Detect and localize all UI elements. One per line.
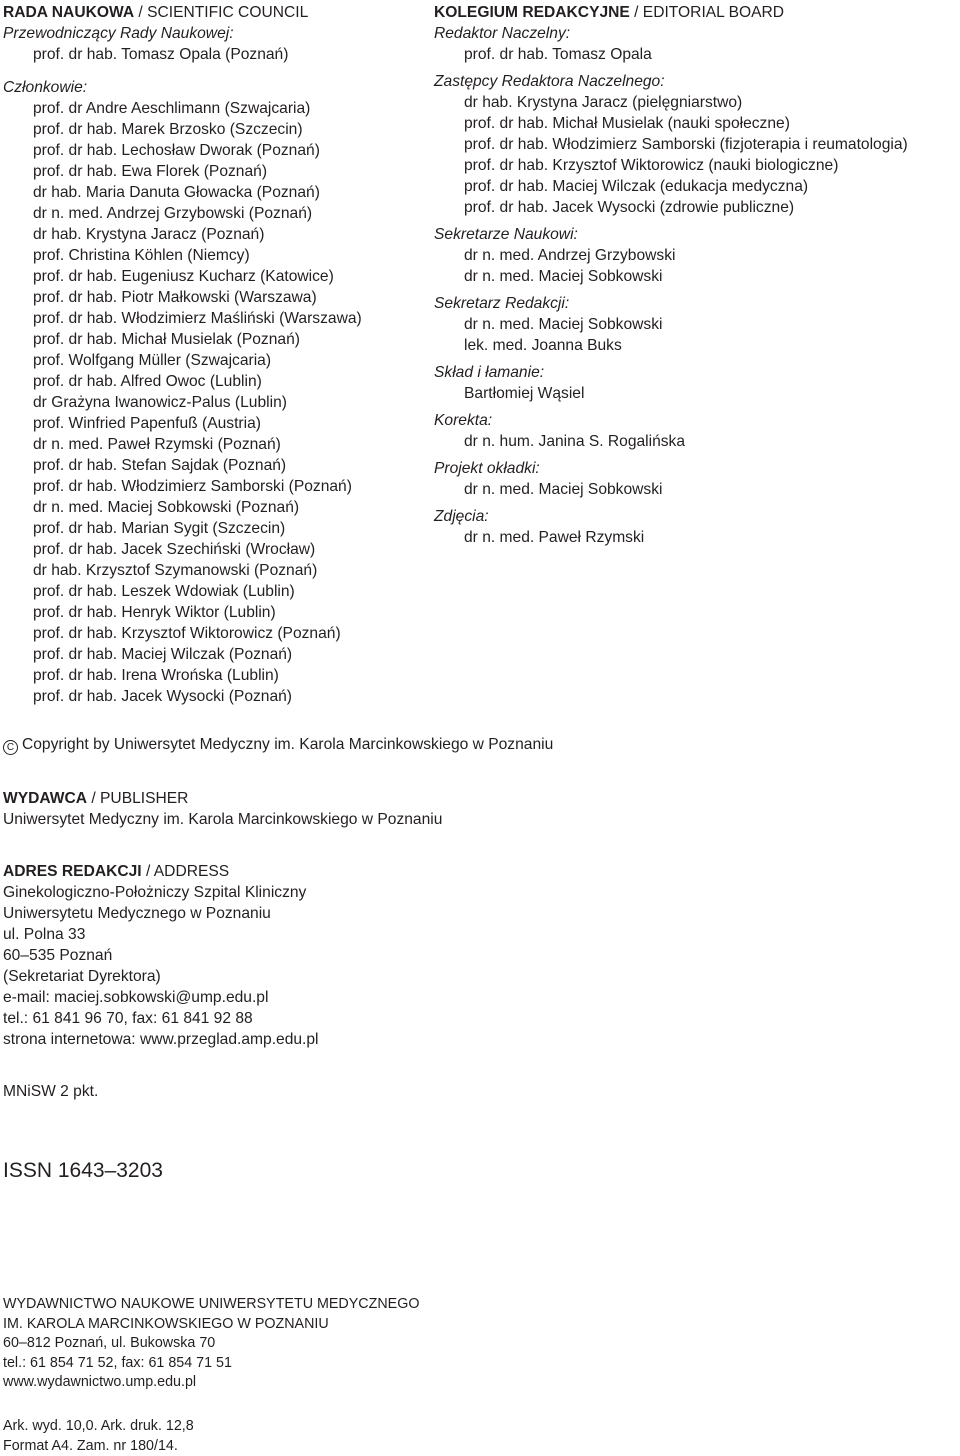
print-details [3, 1417, 903, 1456]
list-item: prof. dr hab. Alfred Owoc (Lublin) [33, 373, 262, 390]
press-line: www.wydawnictwo.ump.edu.pl [3, 1374, 197, 1390]
address-line: Ginekologiczno-Położniczy Szpital Kliniczny [3, 884, 307, 901]
address-heading: ADRES REDAKCJI / ADDRESS [3, 863, 230, 880]
issn-number: ISSN 1643–3203 [3, 1159, 163, 1182]
address-line: Uniwersytetu Medycznego w Poznaniu [3, 905, 271, 922]
email-line: e-mail: maciej.sobkowski@ump.edu.pl [3, 989, 269, 1006]
typesetting-name: Bartłomiej Wąsiel [464, 385, 585, 402]
press-imprint [3, 1295, 903, 1393]
list-item: prof. dr hab. Lechosław Dworak (Poznań) [33, 142, 320, 159]
sheets-info: Ark. wyd. 10,0. Ark. druk. 12,8 [3, 1418, 194, 1434]
list-item: dr n. med. Maciej Sobkowski (Poznań) [33, 499, 300, 516]
list-item: dr n. med. Paweł Rzymski (Poznań) [33, 436, 281, 453]
copyright-text: Copyright by Uniwersytet Medyczny im. Karola Marcinkowskiego w Poznaniu [22, 736, 554, 753]
photos-label: Zdjęcia: [434, 508, 489, 525]
editorial-secretary-label: Sekretarz Redakcji: [434, 295, 570, 312]
list-item: prof. dr hab. Jacek Wysocki (zdrowie publiczne) [464, 199, 795, 216]
deputies-label: Zastępcy Redaktora Naczelnego: [434, 73, 665, 90]
list-item: prof. dr hab. Jacek Wysocki (Poznań) [33, 688, 292, 705]
publisher-name: Uniwersytet Medyczny im. Karola Marcinkowskiego w Poznaniu [3, 811, 443, 828]
list-item: prof. dr hab. Włodzimierz Samborski (Poznań) [33, 478, 352, 495]
proofreading-name: dr n. hum. Janina S. Rogalińska [464, 433, 686, 450]
council-members-label: Członkowie: [3, 79, 88, 96]
list-item: prof. dr hab. Marek Brzosko (Szczecin) [33, 121, 303, 138]
list-item: dr hab. Krystyna Jaracz (Poznań) [33, 226, 265, 243]
copyright-icon: C [3, 740, 18, 755]
list-item: prof. dr hab. Maciej Wilczak (edukacja medyczna) [464, 178, 809, 195]
address-line: 60–535 Poznań [3, 947, 113, 964]
list-item: prof. dr hab. Włodzimierz Maśliński (Warszawa) [33, 310, 362, 327]
list-item: dr Grażyna Iwanowicz-Palus (Lublin) [33, 394, 287, 411]
press-line: 60–812 Poznań, ul. Bukowska 70 [3, 1335, 216, 1351]
board-heading: KOLEGIUM REDAKCYJNE / EDITORIAL BOARD [434, 4, 785, 21]
proofreading-label: Korekta: [434, 412, 493, 429]
cover-name: dr n. med. Maciej Sobkowski [464, 481, 663, 498]
photos-name: dr n. med. Paweł Rzymski [464, 529, 645, 546]
council-chair-label: Przewodniczący Rady Naukowej: [3, 25, 234, 42]
website-line: strona internetowa: www.przeglad.amp.edu.pl [3, 1031, 319, 1048]
press-line: IM. KAROLA MARCINKOWSKIEGO W POZNANIU [3, 1315, 329, 1332]
list-item: dr hab. Krzysztof Szymanowski (Poznań) [33, 562, 318, 579]
council-chair: prof. dr hab. Tomasz Opala (Poznań) [33, 46, 289, 63]
list-item: prof. dr hab. Jacek Szechiński (Wrocław) [33, 541, 316, 558]
list-item: prof. Wolfgang Müller (Szwajcaria) [33, 352, 272, 369]
format-info: Format A4. Zam. nr 180/14. [3, 1437, 178, 1454]
list-item: prof. dr hab. Eugeniusz Kucharz (Katowice) [33, 268, 334, 285]
list-item: dr n. med. Maciej Sobkowski [464, 268, 663, 285]
cover-label: Projekt okładki: [434, 460, 540, 477]
address-line: (Sekretariat Dyrektora) [3, 968, 161, 985]
editor-label: Redaktor Naczelny: [434, 25, 571, 42]
list-item: prof. Winfried Papenfuß (Austria) [33, 415, 261, 432]
copyright-line [3, 734, 903, 755]
scientific-council [3, 2, 423, 707]
council-heading: RADA NAUKOWA / SCIENTIFIC COUNCIL [3, 4, 309, 21]
list-item: dr hab. Krystyna Jaracz (pielęgniarstwo) [464, 94, 743, 111]
list-item: dr n. med. Maciej Sobkowski [464, 316, 663, 333]
editor-name: prof. dr hab. Tomasz Opala [464, 46, 652, 63]
phone-line: tel.: 61 841 96 70, fax: 61 841 92 88 [3, 1010, 253, 1027]
list-item: prof. dr hab. Krzysztof Wiktorowicz (nauki biologiczne) [464, 157, 839, 174]
address-block [3, 861, 903, 1050]
publisher-heading: WYDAWCA / PUBLISHER [3, 790, 189, 807]
publisher-block [3, 788, 903, 830]
sci-secretaries-label: Sekretarze Naukowi: [434, 226, 578, 243]
list-item: prof. dr hab. Leszek Wdowiak (Lublin) [33, 583, 295, 600]
list-item: dr n. med. Andrzej Grzybowski (Poznań) [33, 205, 313, 222]
address-line: ul. Polna 33 [3, 926, 86, 943]
list-item: prof. dr hab. Marian Sygit (Szczecin) [33, 520, 286, 537]
list-item: dr n. med. Andrzej Grzybowski [464, 247, 676, 264]
list-item: prof. dr hab. Krzysztof Wiktorowicz (Poznań) [33, 625, 341, 642]
mnisw-points: MNiSW 2 pkt. [3, 1083, 99, 1100]
list-item: prof. dr hab. Michał Musielak (nauki społeczne) [464, 115, 790, 132]
editorial-board [434, 2, 960, 548]
list-item: dr hab. Maria Danuta Głowacka (Poznań) [33, 184, 320, 201]
list-item: prof. dr Andre Aeschlimann (Szwajcaria) [33, 100, 311, 117]
list-item: prof. Christina Köhlen (Niemcy) [33, 247, 250, 264]
typesetting-label: Skład i łamanie: [434, 364, 545, 381]
list-item: prof. dr hab. Irena Wrońska (Lublin) [33, 667, 279, 684]
list-item: prof. dr hab. Maciej Wilczak (Poznań) [33, 646, 293, 663]
list-item: prof. dr hab. Ewa Florek (Poznań) [33, 163, 268, 180]
press-line: tel.: 61 854 71 52, fax: 61 854 71 51 [3, 1354, 232, 1371]
list-item: prof. dr hab. Włodzimierz Samborski (fizjoterapia i reumatologia) [464, 136, 908, 153]
list-item: prof. dr hab. Michał Musielak (Poznań) [33, 331, 300, 348]
list-item: prof. dr hab. Henryk Wiktor (Lublin) [33, 604, 276, 621]
council-members-list [3, 98, 423, 707]
press-line: WYDAWNICTWO NAUKOWE UNIWERSYTETU MEDYCZNEGO [3, 1296, 420, 1312]
list-item: prof. dr hab. Stefan Sajdak (Poznań) [33, 457, 287, 474]
list-item: prof. dr hab. Piotr Małkowski (Warszawa) [33, 289, 317, 306]
list-item: lek. med. Joanna Buks [464, 337, 622, 354]
